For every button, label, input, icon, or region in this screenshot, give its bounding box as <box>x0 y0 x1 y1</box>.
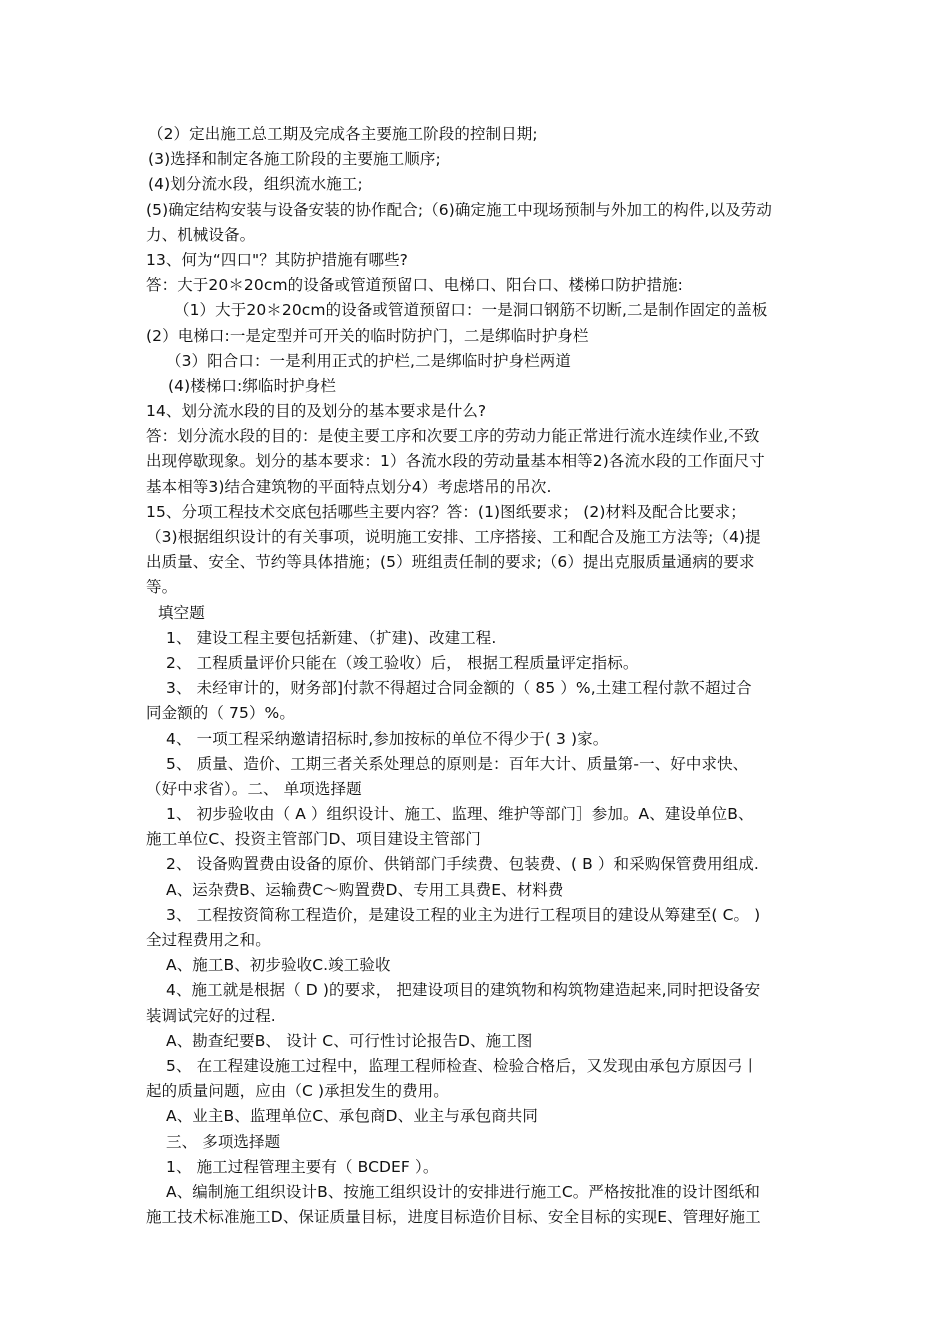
text-line: （1）大于20＊20cm的设备或管道预留口：一是洞口钢筋不切断,二是制作固定的盖板 <box>174 301 768 320</box>
text-line: 2、 设备购置费由设备的原价、供销部门手续费、包装费、( B ）和采购保管费用组成. <box>166 855 759 874</box>
text-line: 4、 一项工程采纳邀请招标时,参加按标的单位不得少于( 3 )家。 <box>166 729 609 748</box>
question-15: 15、分项工程技术交底包括哪些主要内容？答：(1)图纸要求； (2)材料及配合比要求； <box>146 502 746 521</box>
text-line: (4)划分流水段，组织流水施工; <box>148 175 363 194</box>
text-line: (5)确定结构安装与设备安装的协作配合;（6)确定施工中现场预制与外加工的构件,以及劳动 <box>146 200 772 219</box>
question-13: 13、何为“四口"？其防护措施有哪些? <box>146 250 409 269</box>
text-line: A、业主B、监理单位C、承包商D、业主与承包商共同 <box>166 1107 538 1126</box>
text-line: 施工技术标准施工D、保证质量目标，进度目标造价目标、安全目标的实现E、管理好施工 <box>146 1208 761 1227</box>
text-line: （3)根据组织设计的有关事项，说明施工安排、工序搭接、工和配合及施工方法等;（4)提 <box>146 528 761 546</box>
text-line: 1、 初步验收由（ A ）组织设计、施工、监理、维护等部门］参加。A、建设单位B、 <box>166 805 754 824</box>
text-line: 出现停歇现象。划分的基本要求：1）各流水段的劳动量基本相等2)各流水段的工作面尺寸 <box>146 452 765 471</box>
text-line: (2）电梯口:一是定型并可开关的临时防护门，二是绑临时护身栏 <box>146 326 589 345</box>
text-line: 3、 工程按资简称工程造价，是建设工程的业主为进行工程项目的建设从筹建至( C。 ) <box>166 905 761 924</box>
text-line: A、施工B、初步验收C.竣工验收 <box>166 956 391 975</box>
text-line: 答：划分流水段的目的：是使主要工序和次要工序的劳动力能正常进行流水连续作业,不致 <box>146 427 760 446</box>
text-line: 2、 工程质量评价只能在（竣工验收）后， 根据工程质量评定指标。 <box>166 653 639 672</box>
document-body <box>146 122 810 1230</box>
text-line: 等。 <box>146 578 178 597</box>
text-line: 1、 建设工程主要包括新建、（扩建)、改建工程. <box>166 628 497 647</box>
text-line: A、运杂费B、运输费C～购置费D、专用工具费E、材料费 <box>166 880 564 899</box>
text-line: （3）阳合口：一是利用正式的护栏,二是绑临时护身栏两道 <box>166 351 571 370</box>
text-line: (4)楼梯口:绑临时护身栏 <box>168 376 336 395</box>
text-line: 4、施工就是根据（ D )的要求， 把建设项目的建筑物和构筑物建造起来,同时把设备安 <box>166 981 761 1000</box>
question-14: 14、划分流水段的目的及划分的基本要求是什么? <box>146 402 487 421</box>
section-heading-single-choice: （好中求省）。二、 单项选择题 <box>146 779 362 798</box>
text-line: 出质量、安全、节约等具体措施；(5）班组责任制的要求;（6）提出克服质量通病的要求 <box>146 553 755 572</box>
section-heading-fill-blank: 填空题 <box>158 603 205 622</box>
text-line: 3、 未经审计的，财务部]付款不得超过合同金额的（ 85 ）%,土建工程付款不超过合 <box>166 679 752 698</box>
text-line: 1、 施工过程管理主要有（ BCDEF ）。 <box>166 1157 439 1176</box>
text-line: A、编制施工组织设计B、按施工组织设计的安排进行施工C。严格按批准的设计图纸和 <box>166 1182 760 1201</box>
text-line: A、勘查纪要B、 设计 C、可行性讨论报告D、施工图 <box>166 1031 533 1050</box>
text-line: 基本相等3)结合建筑物的平面特点划分4）考虑塔吊的吊次. <box>146 477 552 496</box>
text-line: 装调试完好的过程. <box>146 1006 276 1025</box>
section-heading-multi-choice: 三、 多项选择题 <box>166 1132 281 1151</box>
text-line: (3)选择和制定各施工阶段的主要施工顺序; <box>148 150 441 169</box>
text-line: 全过程费用之和。 <box>146 931 271 949</box>
text-line: 力、机械设备。 <box>146 225 256 244</box>
text-line: 答：大于20＊20cm的设备或管道预留口、电梯口、阳台口、楼梯口防护措施: <box>146 276 683 295</box>
text-line: 起的质量问题，应由（C )承担发生的费用。 <box>146 1082 449 1101</box>
text-line: 同金额的（ 75）%。 <box>146 704 295 723</box>
text-line: 5、 在工程建设施工过程中，监理工程师检查、检验合格后，又发现由承包方原因弓丨 <box>166 1056 759 1075</box>
text-line: 5、 质量、造价、工期三者关系处理总的原则是：百年大计、质量第-一、好中求快、 <box>166 754 749 773</box>
text-line: （2）定出施工总工期及完成各主要施工阶段的控制日期; <box>148 125 538 143</box>
text-line: 施工单位C、投资主管部门D、项目建设主管部门 <box>146 830 481 849</box>
